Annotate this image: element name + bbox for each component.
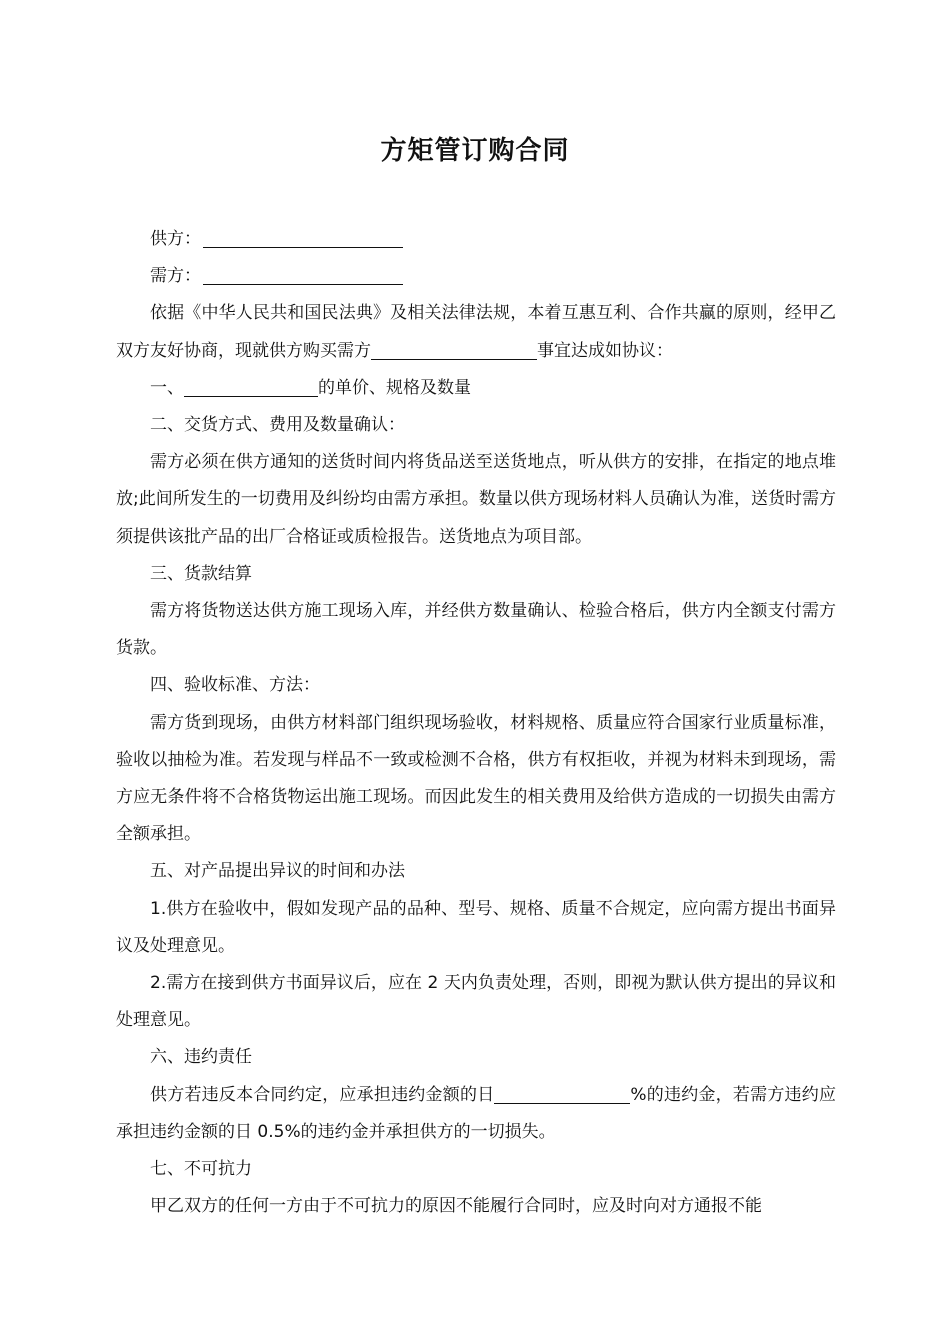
intro-paragraph: [116, 295, 836, 369]
section-3-heading: 三、货款结算: [150, 563, 252, 584]
section-5-item-1: 1.供方在验收中，假如发现产品的品种、型号、规格、质量不合规定，应向需方提出书面异议及处理意见。: [116, 898, 836, 956]
section-4-heading: 四、验收标准、方法：: [150, 675, 320, 696]
section-2-body: 需方必须在供方通知的送货时间内将货品送至送货地点，听从供方的安排，在指定的地点堆放;此间所发生的一切费用及纠纷均由需方承担。数量以供方现场材料人员确认为准，送货时需方须提供该批产品的出厂合格证或质检报告。送货地点为项目部。: [116, 452, 836, 547]
page-title: 方矩管订购合同: [380, 136, 570, 166]
supplier-blank: [203, 225, 403, 248]
buyer-line: [116, 258, 836, 295]
buyer-blank: [203, 262, 403, 285]
section-6-text-1: 供方若违反本合同约定，应承担违约金额的日: [150, 1084, 495, 1105]
section-4-body: 需方货到现场，由供方材料部门组织现场验收，材料规格、质量应符合国家行业质量标准，验收以抽检为准。若发现与样品不一致或检测不合格，供方有权拒收，并视为材料未到现场，需方应无条件将不合格货物运出施工现场。而因此发生的相关费用及给供方造成的一切损失由需方全额承担。: [116, 712, 836, 845]
section-6-text-2: %的违约金，若需方违约应承担违约金额的日 0.5%的违约金并承担供方的一切损失。: [116, 1084, 837, 1142]
penalty-rate-blank: [494, 1081, 630, 1104]
supplier-line: [116, 221, 836, 258]
section-1-heading: [116, 370, 836, 407]
section-1-prefix: 一、: [150, 377, 184, 398]
section-5-heading: 五、对产品提出异议的时间和办法: [150, 861, 405, 882]
section-1-suffix: 的单价、规格及数量: [318, 377, 471, 398]
intro-text-2: 事宜达成如协议：: [537, 340, 673, 361]
contract-body: [116, 221, 836, 1225]
buyer-label: 需方：: [150, 266, 201, 287]
section-7-body: 甲乙双方的任何一方由于不可抗力的原因不能履行合同时，应及时向对方通报不能: [150, 1196, 762, 1217]
supplier-label: 供方：: [150, 229, 201, 249]
section-6-heading: 六、违约责任: [150, 1047, 252, 1068]
section-2-heading: 二、交货方式、费用及数量确认：: [150, 415, 405, 436]
intro-text-1: 依据《中华人民共和国民法典》及相关法律法规，本着互惠互利、合作共赢的原则，经甲乙双方友好协商，现就供方购买需方: [116, 303, 836, 361]
item-blank: [184, 374, 318, 397]
section-6-body: [116, 1077, 836, 1151]
section-7-heading: 七、不可抗力: [150, 1159, 252, 1180]
section-5-item-2: 2.需方在接到供方书面异议后，应在 2 天内负责处理，否则，即视为默认供方提出的异议和处理意见。: [116, 973, 836, 1031]
section-3-body: 需方将货物送达供方施工现场入库，并经供方数量确认、检验合格后，供方内全额支付需方货款。: [116, 601, 836, 659]
goods-blank: [371, 337, 537, 360]
